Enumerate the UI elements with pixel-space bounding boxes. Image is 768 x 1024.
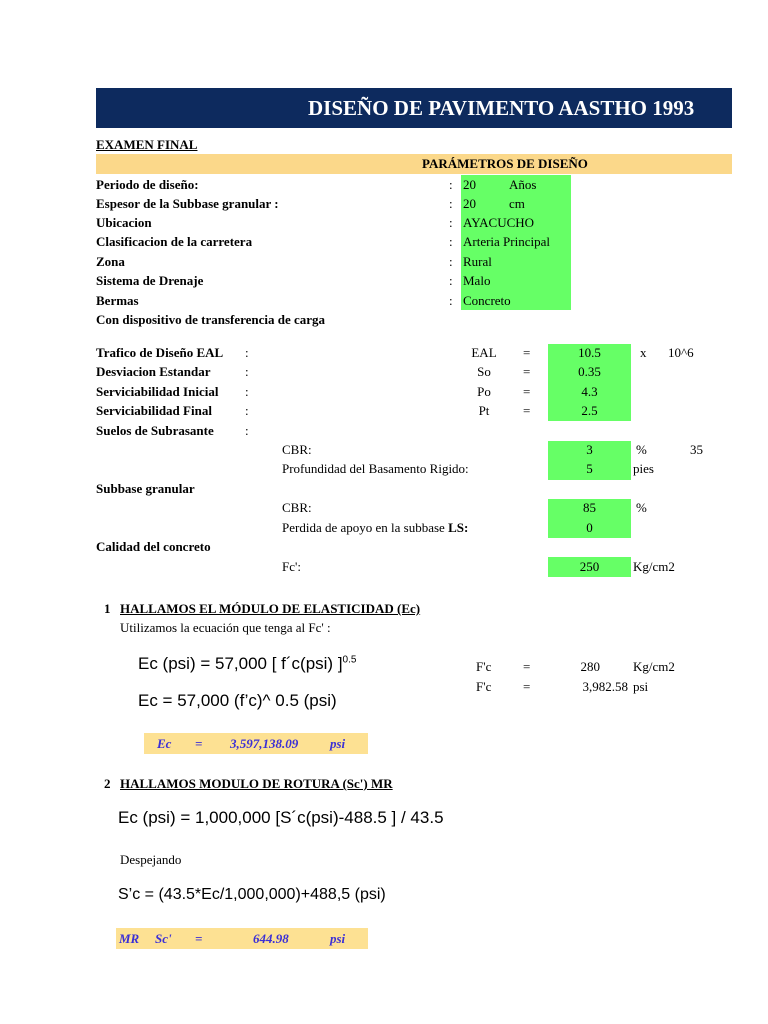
- traffic-label: Serviciabilidad Inicial: [96, 384, 219, 399]
- param-colon: :: [449, 177, 453, 192]
- traffic-colon: :: [245, 403, 249, 418]
- param-colon: :: [449, 293, 453, 308]
- subbase-value: 85: [583, 500, 596, 515]
- section1-number: 1: [104, 601, 111, 616]
- subrasante-unit: %: [636, 442, 647, 457]
- subrasante-value: 5: [586, 461, 593, 476]
- ec-result-box: [144, 733, 368, 754]
- fc-row-symbol: F'c: [476, 659, 492, 674]
- fc-row-unit: psi: [633, 679, 649, 694]
- traffic-symbol: Pt: [478, 403, 490, 418]
- subbase-row-label: CBR:: [282, 500, 312, 515]
- param-label: Periodo de diseño:: [96, 177, 199, 192]
- param-value: 20: [463, 177, 476, 192]
- fc-row-symbol: F'c: [476, 679, 492, 694]
- traffic-colon: :: [245, 384, 249, 399]
- fc-row-value: 280: [580, 659, 600, 674]
- ec-result-symbol: Ec: [157, 736, 172, 751]
- param-unit: cm: [509, 196, 525, 211]
- section2-despejando: Despejando: [120, 852, 182, 867]
- suelos-label: Suelos de Subrasante: [96, 423, 214, 438]
- traffic-symbol: EAL: [471, 345, 497, 360]
- title-banner: [96, 88, 732, 128]
- param-label: Bermas: [96, 293, 139, 308]
- param-label: Sistema de Drenaje: [96, 273, 204, 288]
- param-colon: :: [449, 273, 453, 288]
- subbase-value: 0: [586, 520, 593, 535]
- section2-equation-1: Ec (psi) = 1,000,000 [S´c(psi)-488.5 ] / 43.5: [118, 808, 444, 827]
- param-unit: Años: [509, 177, 537, 192]
- traffic-label: Trafico de Diseño EAL: [96, 345, 224, 360]
- traffic-eq: =: [523, 345, 531, 360]
- fc-unit: Kg/cm2: [633, 559, 675, 574]
- param-value: Malo: [463, 273, 491, 288]
- fc-row-eq: =: [523, 659, 531, 674]
- traffic-value: 0.35: [578, 364, 601, 379]
- param-label: Ubicacion: [96, 215, 152, 230]
- subbase-ls-text: Perdida de apoyo en la subbase: [282, 520, 445, 535]
- calidad-label: Calidad del concreto: [96, 539, 211, 554]
- mr-result-unit: psi: [330, 931, 346, 946]
- param-label: Zona: [96, 254, 125, 269]
- exam-label: EXAMEN FINAL: [96, 137, 198, 152]
- traffic-label: Desviacion Estandar: [96, 364, 211, 379]
- subbase-unit: %: [636, 500, 647, 515]
- subbase-label: Subbase granular: [96, 481, 195, 496]
- subbase-row-label: [282, 520, 468, 536]
- traffic-value: 2.5: [581, 403, 598, 418]
- mr-result-box: [116, 928, 368, 949]
- params-title: PARÁMETROS DE DISEÑO: [422, 156, 588, 171]
- param-colon: :: [449, 196, 453, 211]
- traffic-extra-exp: 10^6: [668, 345, 694, 360]
- page-title: DISEÑO DE PAVIMENTO AASTHO 1993: [308, 96, 695, 120]
- fc-row-eq: =: [523, 679, 531, 694]
- fc-row-value: 3,982.58: [582, 679, 628, 694]
- traffic-symbol: So: [477, 364, 491, 379]
- param-value: AYACUCHO: [463, 215, 535, 230]
- mr-result-symbol: MR: [119, 931, 140, 946]
- ec-result-value: 3,597,138.09: [230, 736, 299, 751]
- traffic-colon: :: [245, 364, 249, 379]
- traffic-eq: =: [523, 384, 531, 399]
- fc-label: Fc':: [282, 559, 301, 574]
- param-value: 20: [463, 196, 476, 211]
- param-value: Arteria Principal: [463, 234, 550, 249]
- section2-number: 2: [104, 776, 111, 791]
- mr-result-value: 644.98: [253, 931, 289, 946]
- section2-title: HALLAMOS MODULO DE ROTURA (Sc') MR: [120, 776, 393, 791]
- param-colon: :: [449, 234, 453, 249]
- subrasante-value: 3: [586, 442, 593, 457]
- traffic-eq: =: [523, 403, 531, 418]
- subrasante-extra: 35: [690, 442, 703, 457]
- mr-result-symbol-sc: Sc': [155, 931, 172, 946]
- fc-row-unit: Kg/cm2: [633, 659, 675, 674]
- section1-intro: Utilizamos la ecuación que tenga al Fc' :: [120, 620, 331, 635]
- subrasante-label: Profundidad del Basamento Rigido:: [282, 461, 469, 476]
- traffic-extra-x: x: [640, 345, 647, 360]
- suelos-colon: :: [245, 423, 249, 438]
- subbase-ls-symbol: LS:: [448, 520, 469, 535]
- param-colon: :: [449, 254, 453, 269]
- section1-equation-1: [138, 654, 356, 674]
- section1-equation-2: Ec = 57,000 (f’c)^ 0.5 (psi): [138, 691, 337, 710]
- traffic-value: 10.5: [578, 345, 601, 360]
- traffic-value: 4.3: [581, 384, 598, 399]
- section2-equation-2: S’c = (43.5*Ec/1,000,000)+488,5 (psi): [118, 886, 386, 903]
- param-label: Con dispositivo de transferencia de carga: [96, 312, 326, 327]
- section1-equation-1-exponent: 0.5: [342, 654, 357, 666]
- ec-result-unit: psi: [330, 736, 346, 751]
- mr-result-eq: =: [195, 931, 203, 946]
- subrasante-unit: pies: [633, 461, 654, 476]
- param-value: Concreto: [463, 293, 511, 308]
- ec-result-eq: =: [195, 736, 203, 751]
- section1-equation-1-text: Ec (psi) = 57,000 [ f´c(psi) ]: [138, 654, 343, 673]
- traffic-label: Serviciabilidad Final: [96, 403, 212, 418]
- section1-title: HALLAMOS EL MÓDULO DE ELASTICIDAD (Ec): [120, 601, 421, 616]
- traffic-colon: :: [245, 345, 249, 360]
- fc-value: 250: [579, 559, 600, 574]
- param-label: Clasificacion de la carretera: [96, 234, 253, 249]
- traffic-symbol: Po: [477, 384, 491, 399]
- params-title-bar: [96, 154, 732, 174]
- param-label: Espesor de la Subbase granular :: [96, 196, 279, 211]
- param-value: Rural: [463, 254, 492, 269]
- param-colon: :: [449, 215, 453, 230]
- traffic-eq: =: [523, 364, 531, 379]
- subrasante-label: CBR:: [282, 442, 312, 457]
